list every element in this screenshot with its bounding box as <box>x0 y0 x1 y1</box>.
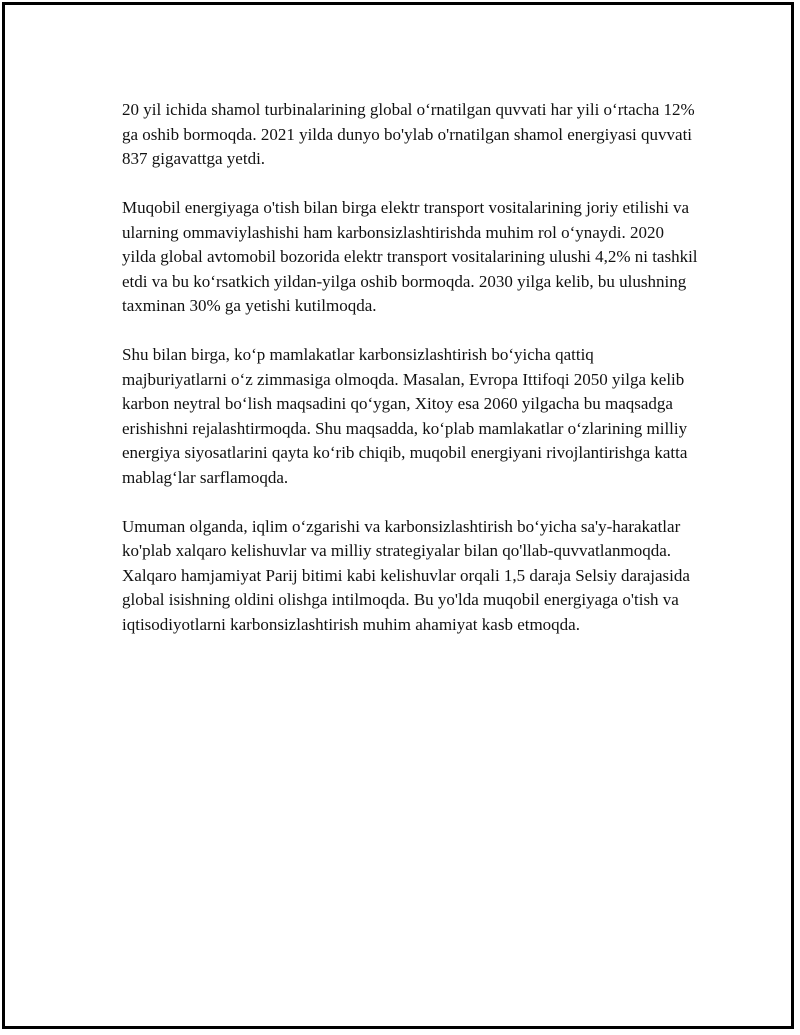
paragraph-conclusion: Umuman olganda, iqlim oʻzgarishi va karbonsizlashtirish boʻyicha sa'y-harakatlar ko'plab xalqaro kelishuvlar va milliy strategiyalar bilan qo'llab-quvvatlanmoqda. Xalqaro hamjamiyat Parij bitimi kabi kelishuvlar orqali 1,5 daraja Selsiy darajasida global isishning oldini olishga intilmoqda. Bu yo'lda muqobil energiyaga o'tish va iqtisodiyotlarni karbonsizlashtirish muhim ahamiyat kasb etmoqda. <box>122 516 690 634</box>
paragraph-wind-capacity: 20 yil ichida shamol turbinalarining global oʻrnatilgan quvvati har yili oʻrtacha 12% ga oshib bormoqda. 2021 yilda dunyo bo'ylab o'rnatilgan shamol energiyasi quvvati 837 gigavattga yetdi. <box>122 100 695 168</box>
document-page <box>2 2 794 1029</box>
paragraph-electric-transport: Muqobil energiyaga o'tish bilan birga elektr transport vositalarining joriy etilishi va ularning ommaviylashishi ham karbonsizlashtirishda muhim rol oʻynaydi. 2020 yilda global avtomobil bozorida elektr transport vositalarining ulushi 4,2% ni tashkil etdi va bu koʻrsatkich yildan-yilga oshib bormoqda. 2030 yilga kelib, bu ulushning taxminan 30% ga yetishi kutilmoqda. <box>122 198 698 315</box>
document-body <box>122 98 702 662</box>
paragraph-national-commitments: Shu bilan birga, koʻp mamlakatlar karbonsizlashtirish boʻyicha qattiq majburiyatlarni oʻz zimmasiga olmoqda. Masalan, Evropa Ittifoqi 2050 yilga kelib karbon neytral boʻlish maqsadini qoʻygan, Xitoy esa 2060 yilgacha bu maqsadga erishishni rejalashtirmoqda. Shu maqsadda, koʻplab mamlakatlar oʻzlarining milliy energiya siyosatlarini qayta koʻrib chiqib, muqobil energiyani rivojlantirishga katta mablagʻlar sarflamoqda. <box>122 345 688 487</box>
